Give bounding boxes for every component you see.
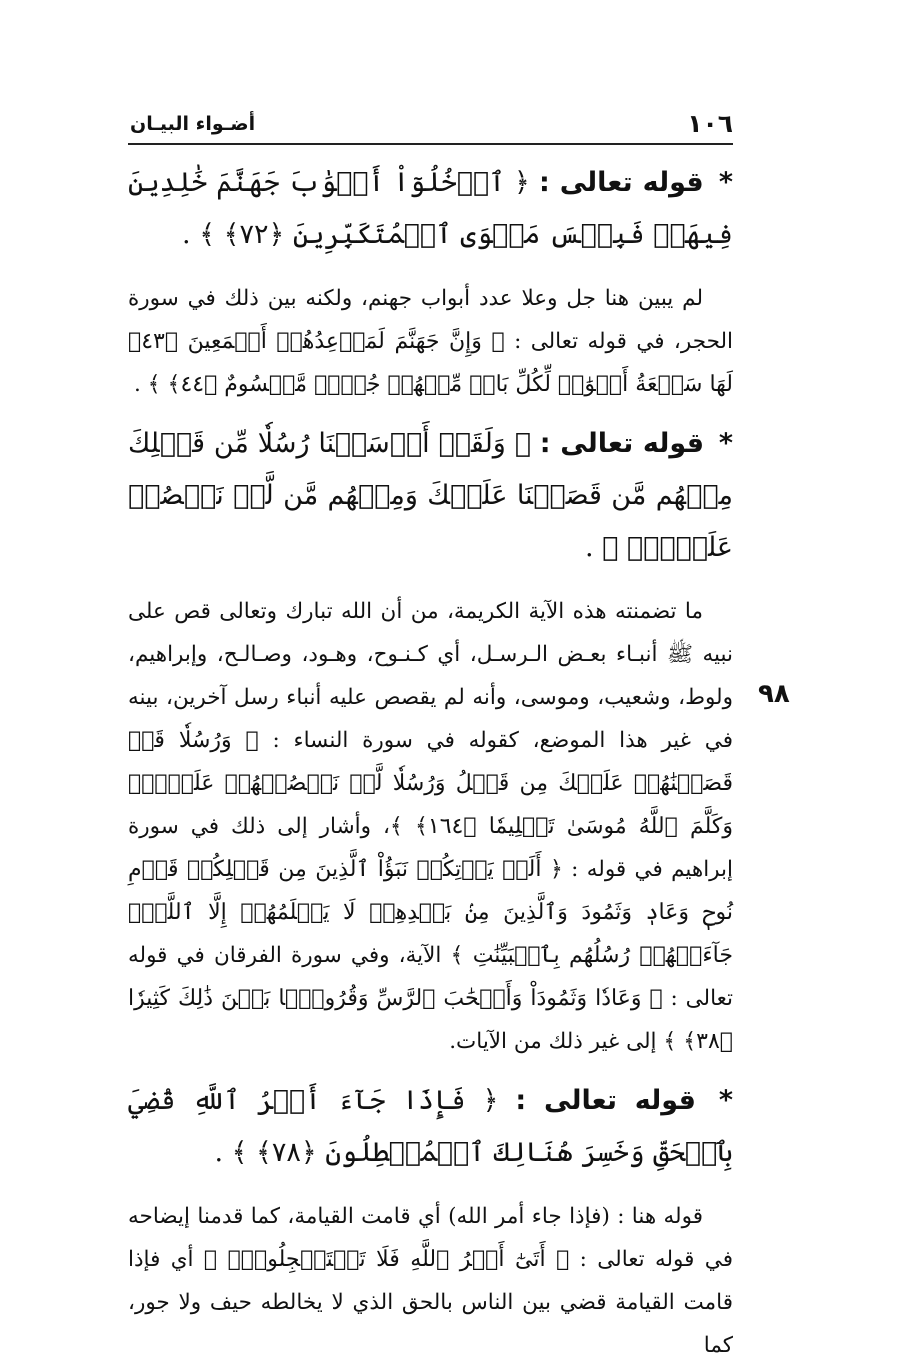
asterisk-marker: * <box>718 1085 733 1116</box>
commentary-text: ما تضمنته هذه الآية الكريمة، من أن الله تبارك وتعالى قص على نبيه ﷺ أنبـاء بعـض الـرسـل، أي كـنـوح، وهـود، وصـالـح، وإبراهيم، ولوط، وشعيب، وموسى، وأنه لم يقصص عليه أنباء رسل آخرين، بينه في غير هذا الموضع، كقوله في سورة النساء : <box>128 599 733 753</box>
commentary-text: لم يبين هنا جل وعلا عدد أبواب جهنم، ولكنه بين ذلك في سورة الحجر، في قوله تعالى : <box>128 286 733 354</box>
page-number: ١٠٦ <box>687 109 733 138</box>
quran-quote: ﴿ أَتَىٰٓ أَمۡرُ ٱللَّهِ فَلَا تَسۡتَعۡجِلُوهُۚ ﴾ <box>203 1247 570 1272</box>
commentary-paragraph-1 <box>128 277 733 406</box>
book-page <box>128 105 733 1367</box>
quran-quote: ﴿ أَلَمۡ يَأۡتِكُمۡ نَبَؤُاْ ٱلَّذِينَ مِن قَبۡلِكُمۡ قَوۡمِ نُوحٖ وَعَادٖ وَثَمُودَ وَٱلَّذِينَ مِنۢ بَعۡدِهِمۡ لَا يَعۡلَمُهُمۡ إِلَّا ٱللَّهُۚ جَآءَتۡهُمۡ رُسُلُهُم بِٱلۡبَيِّنَٰتِ ﴾ <box>128 857 733 968</box>
page-header <box>128 105 733 139</box>
commentary-text: إلى غير ذلك من الآيات. <box>449 1029 664 1054</box>
commentary-paragraph-3 <box>128 1195 733 1367</box>
heading-lead: قوله تعالى : <box>539 428 705 459</box>
quran-verse: ﴿ وَلَقَدۡ أَرۡسَلۡنَا رُسُلٗا مِّن قَبۡلِكَ مِنۡهُم مَّن قَصَصۡنَا عَلَيۡكَ وَمِنۡهُم مَّن لَّمۡ نَقۡصُصۡ عَلَيۡكَۗ ﴾ . <box>128 428 733 563</box>
margin-page-reference: ٩٨ <box>758 679 790 709</box>
commentary-text: الآية، وفي سورة الفرقان في قوله تعالى : <box>128 943 733 1011</box>
asterisk-marker: * <box>718 167 733 198</box>
header-rule <box>128 143 733 145</box>
commentary-text: قوله هنا : (فإذا جاء أمر الله) أي قامت القيامة، كما قدمنا إيضاحه في قوله تعالى : <box>128 1204 733 1272</box>
commentary-text: ، وأشار إلى ذلك في سورة إبراهيم في قوله : <box>128 814 734 882</box>
commentary-text: . <box>133 372 148 397</box>
quran-quote: ﴿ وَعَادٗا وَثَمُودَاْ وَأَصۡحَٰبَ ٱلرَّسِّ وَقُرُونَۢا بَيۡنَ ذَٰلِكَ كَثِيرٗا ﴿٣٨﴾ ﴾ <box>128 986 733 1054</box>
heading-lead: قوله تعالى : <box>515 1085 696 1116</box>
quran-verse: ﴿ فَإِذَا جَآءَ أَمۡرُ ٱللَّهِ قُضِيَ بِٱلۡحَقِّ وَخَسِرَ هُنَالِكَ ٱلۡمُبۡطِلُونَ ﴿٧٨﴾ ﴾ . <box>128 1085 733 1168</box>
commentary-text: أي فإذا قامت القيامة قضي بين الناس بالحق الذي لا يخالطه حيف ولا جور، كما <box>128 1247 733 1358</box>
quran-quote: ﴿ وَإِنَّ جَهَنَّمَ لَمَوۡعِدُهُمۡ أَجۡمَعِينَ ﴿٤٣﴾ لَهَا سَبۡعَةُ أَبۡوَٰبٖ لِّكُلِّ بَابٖ مِّنۡهُمۡ جُزۡءٞ مَّقۡسُومٌ ﴿٤٤﴾ ﴾ <box>128 329 733 397</box>
running-title: أضـواء البيـان <box>130 113 256 135</box>
commentary-paragraph-2 <box>128 590 733 1063</box>
heading-lead: قوله تعالى : <box>538 167 704 198</box>
asterisk-marker: * <box>718 428 733 459</box>
verse-heading-2 <box>128 418 733 574</box>
verse-heading-3 <box>128 1075 733 1179</box>
verse-heading-1 <box>128 157 733 261</box>
quran-quote: ﴿ وَرُسُلٗا قَدۡ قَصَصۡنَٰهُمۡ عَلَيۡكَ مِن قَبۡلُ وَرُسُلٗا لَّمۡ نَقۡصُصۡهُمۡ عَلَيۡكَۚ وَكَلَّمَ ٱللَّهُ مُوسَىٰ تَكۡلِيمٗا ﴿١٦٤﴾ ﴾ <box>128 728 733 839</box>
quran-verse: ﴿ ٱدۡخُلُوٓاْ أَبۡوَٰبَ جَهَنَّمَ خَٰلِدِينَ فِيهَاۖ فَبِئۡسَ مَثۡوَى ٱلۡمُتَكَبِّرِينَ ﴿٧٢﴾ ﴾ . <box>128 167 733 250</box>
